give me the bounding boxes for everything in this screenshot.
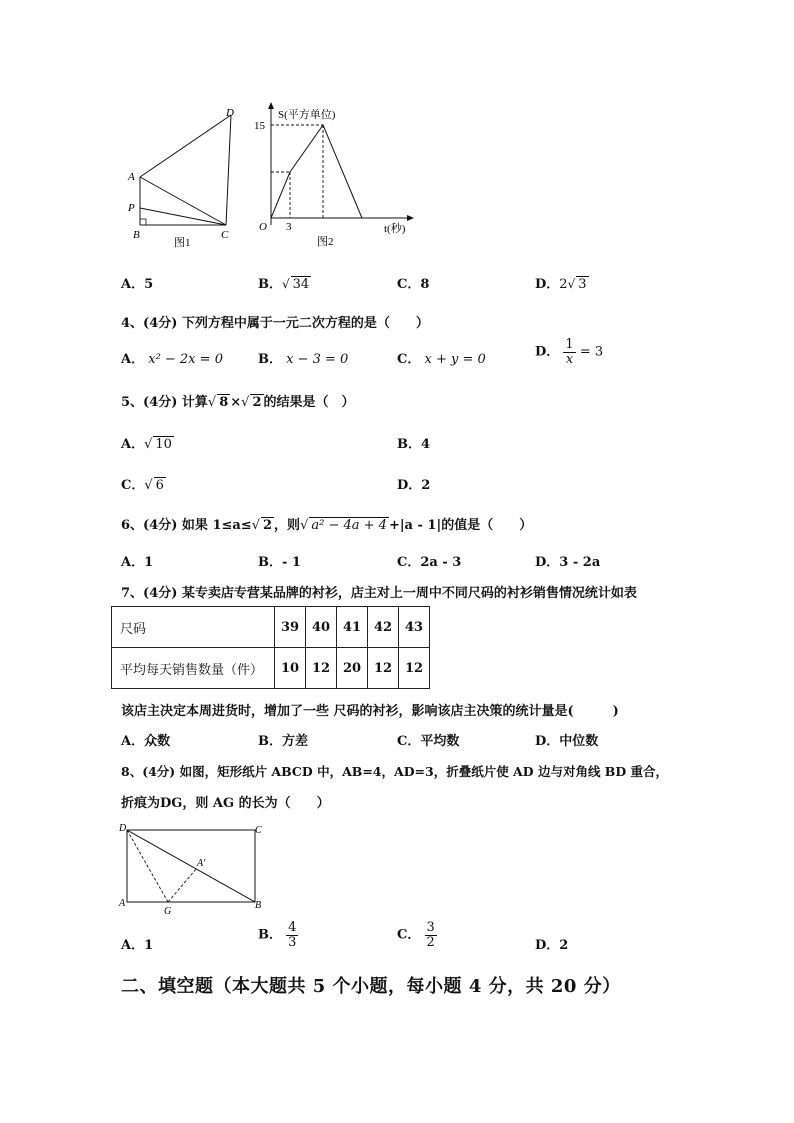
option-radicand: 10 (155, 437, 172, 452)
option-letter: D． (535, 555, 560, 570)
table-cell: 12 (368, 648, 399, 689)
option-text: 1 (144, 555, 154, 570)
option-text: x − 3 = 0 (286, 352, 349, 367)
q8-option-a[interactable] (121, 934, 153, 953)
option-text: 3 - 2a (559, 555, 601, 570)
q8-option-c[interactable] (397, 921, 437, 949)
option-text: 平均数 (420, 734, 460, 749)
option-text: x² − 2x = 0 (148, 352, 223, 367)
option-letter: D． (535, 344, 560, 360)
q5-option-a[interactable]: A．√ 10 (121, 437, 172, 452)
option-letter: C． (397, 734, 421, 749)
table-cell: 41 (337, 607, 368, 648)
q8-stem-line2: 折痕为DG，则 AG 的长为（ ） (121, 796, 330, 811)
option-letter: B． (397, 437, 421, 452)
option-letter: A． (121, 352, 145, 367)
q8-rectangle-diagram (115, 820, 275, 920)
q4-option-b[interactable] (258, 348, 348, 367)
option-fraction: $\frac{3}{2}$ (426, 920, 435, 950)
fig1-caption: 图1 (174, 237, 191, 249)
q8-label-a: A (119, 898, 126, 909)
q7-option-c[interactable] (397, 730, 459, 749)
table-cell: 12 (306, 648, 337, 689)
option-text: - 1 (282, 555, 301, 570)
q7-stem: 7、(4分) 某专卖店专营某品牌的衬衫，店主对上一周中不同尺码的衬衫销售情况统计如表 (121, 586, 637, 601)
q8-label-c: C (255, 825, 262, 836)
option-text: 2 (421, 478, 431, 493)
table-cell: 39 (275, 607, 306, 648)
option-fraction: $\frac{1}{x}$ (565, 337, 574, 367)
q6-option-c[interactable] (397, 551, 461, 570)
option-letter: A． (121, 437, 145, 452)
q8-label-d: D (119, 823, 127, 834)
option-radicand: 3 (578, 277, 587, 292)
fig2-y-axis-label: S(平方单位) (278, 109, 336, 121)
q8-label-g: G (164, 906, 172, 917)
q8-label-a-prime: A′ (197, 858, 206, 869)
figure-1-diagram (118, 100, 248, 250)
option-text: 2a - 3 (420, 555, 462, 570)
option-letter: B． (258, 277, 282, 292)
q6-option-d[interactable] (535, 551, 600, 570)
fig1-label-p: P (128, 202, 135, 214)
q3-option-a[interactable] (121, 273, 153, 292)
option-letter: A． (121, 277, 145, 292)
option-letter: A． (121, 555, 145, 570)
q3-option-d[interactable]: D．2√ 3 (535, 277, 587, 292)
fig2-x-axis-label: t(秒) (384, 223, 406, 235)
q4-option-c[interactable] (397, 348, 486, 367)
fig2-origin: O (259, 221, 267, 233)
table-header-count: 平均每天销售数量（件） (112, 648, 275, 689)
option-letter: B． (258, 352, 282, 367)
option-letter: B． (258, 734, 282, 749)
option-letter: A． (121, 938, 145, 953)
q5-stem: 5、(4分) 计算√ 8 ×√ 2 的结果是（ ） (121, 395, 355, 410)
option-text: 中位数 (559, 734, 599, 749)
q4-stem: 4、(4分) 下列方程中属于一元二次方程的是（ ） (121, 316, 429, 331)
q7-after-text: 该店主决定本周进货时，增加了一些 尺码的衬衫，影响该店主决策的统计量是( ) (121, 704, 619, 719)
option-letter: B． (258, 927, 282, 943)
option-letter: D． (535, 277, 560, 292)
q6-option-a[interactable] (121, 551, 153, 570)
q5-option-c[interactable]: C．√ 6 (121, 478, 164, 493)
option-letter: D． (535, 734, 560, 749)
fig1-label-a: A (128, 171, 135, 183)
fig1-label-d: D (226, 107, 234, 119)
fig1-label-b: B (133, 229, 140, 241)
option-text: 5 (144, 277, 154, 292)
q8-label-b: B (255, 900, 262, 911)
q6-option-b[interactable] (258, 551, 301, 570)
q3-option-c[interactable] (397, 273, 429, 292)
table-cell: 12 (399, 648, 430, 689)
table-cell: 10 (275, 648, 306, 689)
table-cell: 40 (306, 607, 337, 648)
option-radicand: 6 (155, 478, 164, 493)
option-radicand: 34 (292, 277, 310, 292)
table-cell: 43 (399, 607, 430, 648)
option-letter: D． (397, 478, 422, 493)
table-header-size: 尺码 (112, 607, 275, 648)
fig2-y-tick: 15 (254, 120, 265, 132)
fig2-caption: 图2 (317, 236, 334, 248)
option-letter: C． (397, 277, 421, 292)
section-2-title: 二、填空题（本大题共 5 个小题，每小题 4 分，共 20 分） (121, 976, 621, 997)
table-cell: 20 (337, 648, 368, 689)
option-text: 2 (559, 938, 569, 953)
option-rhs: = 3 (579, 344, 604, 360)
option-letter: B． (258, 555, 282, 570)
table-row-sizes (112, 607, 430, 648)
option-text: 方差 (282, 734, 309, 749)
q4-option-a[interactable] (121, 348, 223, 367)
table-row-counts (112, 648, 430, 689)
fig2-x-tick: 3 (286, 221, 292, 233)
q8-stem-line1: 8、(4分) 如图，矩形纸片 ABCD 中，AB=4，AD=3，折叠纸片使 AD 边与对角线 BD 重合， (121, 764, 669, 779)
option-letter: C． (397, 927, 421, 943)
q3-option-b[interactable]: B．√ 34 (258, 277, 310, 292)
option-text: 8 (420, 277, 430, 292)
option-text: 4 (421, 437, 431, 452)
option-letter: C． (397, 352, 421, 367)
q4-option-d[interactable] (535, 338, 603, 366)
q5-option-b[interactable] (397, 433, 430, 452)
option-coef: 2 (559, 277, 568, 292)
option-letter: A． (121, 734, 145, 749)
figure-2-graph (252, 100, 417, 250)
fig1-label-c: C (221, 229, 229, 241)
option-text: 1 (144, 938, 154, 953)
q7-option-a[interactable] (121, 730, 170, 749)
q7-option-d[interactable] (535, 730, 598, 749)
option-letter: C． (397, 555, 421, 570)
q8-option-b[interactable] (258, 921, 298, 949)
option-letter: D． (535, 938, 560, 953)
q5-option-d[interactable] (397, 474, 430, 493)
option-text: x + y = 0 (424, 352, 486, 367)
q8-option-d[interactable] (535, 934, 568, 953)
table-cell: 42 (368, 607, 399, 648)
option-letter: C． (121, 478, 145, 493)
option-fraction: $\frac{4}{3}$ (288, 920, 297, 950)
q7-option-b[interactable] (258, 730, 308, 749)
option-text: 众数 (144, 734, 171, 749)
sales-table (111, 606, 430, 689)
q6-stem: 6、(4分) 如果 1≤a≤√ 2 ，则√ a² − 4a + 4 +|a - 1|的值是（ ） (121, 518, 533, 533)
